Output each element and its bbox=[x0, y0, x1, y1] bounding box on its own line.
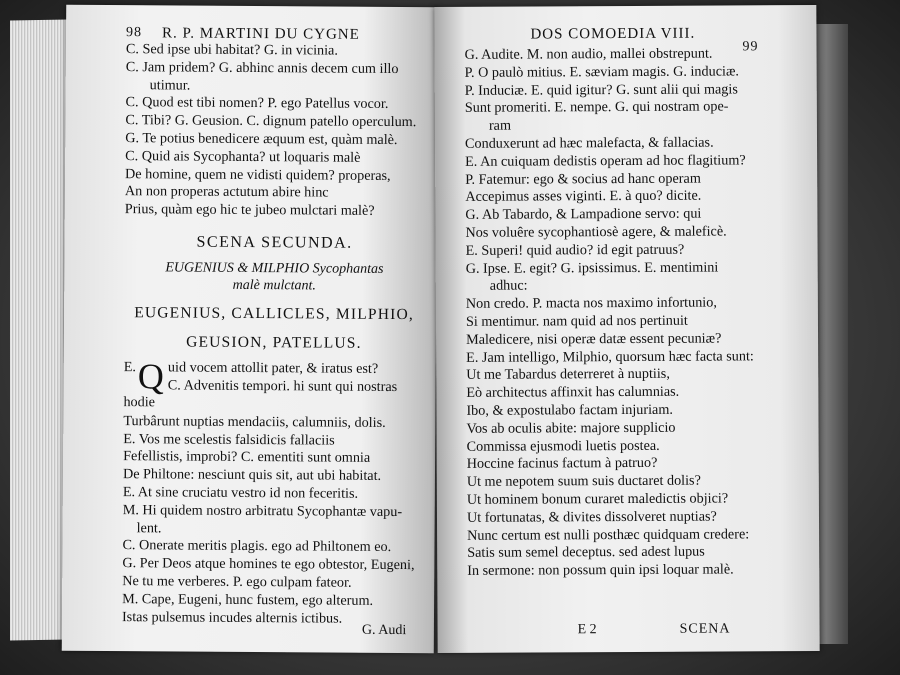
text-line: Conduxerunt ad hæc malefacta, & fallacias. bbox=[464, 134, 714, 152]
text-line: Accepimus asses viginti. E. à quo? dicite. bbox=[465, 187, 702, 206]
text-line: C. Advenitis tempori. hi sunt qui nostras bbox=[167, 376, 398, 395]
right-page-number: 99 bbox=[742, 39, 759, 55]
text-line: P. O paulò mitius. E. sæviam magis. G. induciæ. bbox=[464, 63, 739, 81]
text-line: C. Jam pridem? G. abhinc annis decem cum illo bbox=[125, 58, 399, 77]
text-line: utimur. bbox=[149, 76, 191, 94]
text-line: Ibo, & expostulabo factam injuriam. bbox=[466, 401, 673, 419]
text-line: G. Te potius benedicere æquum est, quàm malè. bbox=[125, 130, 398, 149]
speaker-label: E. bbox=[123, 358, 137, 375]
text-line: E. Jam intelligo, Milphio, quorsum hæc facta sunt: bbox=[466, 347, 754, 366]
text-line: Prius, quàm ego hic te jubeo mulctari malè? bbox=[124, 201, 375, 220]
text-line: C. Tibi? G. Geusion. C. dignum patello operculum. bbox=[125, 112, 417, 131]
text-line: E. Superi! quid audio? id egit patruus? bbox=[465, 241, 685, 259]
text-line: Sunt promeriti. E. nempe. G. qui nostram ope- bbox=[464, 98, 729, 117]
text-line: An non properas actutum abire hinc bbox=[124, 183, 329, 201]
scene-argument-line-2: malè mulctant. bbox=[232, 277, 316, 294]
text-line: G. Audite. M. non audio, mallei obstrepunt. bbox=[464, 45, 713, 63]
text-line: Turbârunt nuptias mendaciis, calumniis, dolis. bbox=[123, 412, 386, 431]
left-page-body bbox=[122, 41, 426, 628]
text-line: C. Quid ais Sycophanta? ut loquaris malè bbox=[125, 147, 361, 166]
cast-line-1: EUGENIUS, CALLICLES, MILPHIO, bbox=[134, 303, 415, 323]
text-line: Non credo. P. macta nos maximo infortunio, bbox=[465, 294, 717, 312]
right-page bbox=[434, 5, 819, 653]
text-line: uid vocem attollit pater, & iratus est? bbox=[167, 359, 379, 377]
text-line: Fefellistis, improbi? C. ementiti sunt omnia bbox=[123, 448, 371, 467]
text-line: lent. bbox=[136, 519, 162, 536]
text-line: C. Sed ipse ubi habitat? G. in vicinia. bbox=[125, 41, 339, 59]
text-line: C. Quod est tibi nomen? P. ego Patellus vocor. bbox=[125, 94, 389, 113]
scene-title: SCENA SECUNDA. bbox=[196, 233, 353, 252]
text-line: E. Vos me scelestis falsidicis fallaciis bbox=[123, 430, 335, 449]
text-line: In sermone: non possum quin ipsi loquar malè. bbox=[467, 561, 734, 579]
text-line: P. Fatemur: ego & socius ad hanc operam bbox=[465, 170, 701, 188]
left-page-number: 98 bbox=[126, 25, 143, 41]
text-line: Eò architectus affinxit has calumnias. bbox=[466, 383, 680, 401]
text-line: G. Ab Tabardo, & Lampadione servo: qui bbox=[465, 205, 702, 224]
text-line: De Philtone: nesciunt quis sit, aut ubi habitat. bbox=[122, 466, 382, 485]
text-line: E. At sine cruciatu vestro id non feceritis. bbox=[122, 484, 359, 502]
text-line: Istas pulsemus incudes alternis ictibus. bbox=[121, 608, 343, 627]
dialogue-opening bbox=[123, 355, 423, 415]
cast-line-2: GEUSION, PATELLUS. bbox=[186, 333, 362, 352]
text-line: Satis sum semel deceptus. sed adest lupus bbox=[467, 543, 705, 562]
text-line: M. Cape, Eugeni, hunc fustem, ego alterum. bbox=[122, 590, 374, 609]
text-line: ram bbox=[488, 117, 512, 134]
scene-argument-line-1: EUGENIUS & MILPHIO Sycophantas bbox=[165, 260, 384, 277]
text-line: Commissa ejusmodi luetis postea. bbox=[466, 437, 660, 455]
left-page bbox=[62, 5, 439, 654]
right-running-head: DOS COMOEDIA VIII. bbox=[530, 25, 696, 43]
text-line: G. Ipse. E. egit? G. ipsissimus. E. mentimini bbox=[465, 259, 719, 277]
text-line: Ut me Tabardus deterreret à nuptiis, bbox=[466, 366, 670, 384]
text-line: P. Induciæ. E. quid igitur? G. sunt alii qui magis bbox=[464, 81, 738, 99]
right-catchword: SCENA bbox=[679, 621, 731, 637]
text-line: Nunc certum est nulli posthæc quidquam credere: bbox=[467, 525, 750, 544]
text-line: G. Per Deos atque homines te ego obtestor, Eugeni, bbox=[122, 555, 415, 574]
text-line: C. Onerate meritis plagis. ego ad Philtonem eo. bbox=[122, 537, 392, 556]
text-line: Vos ab oculis abite: majore supplicio bbox=[466, 419, 676, 437]
text-line: Hoccine facinus factum à patruo? bbox=[466, 455, 658, 473]
text-line: Ut fortunatas, & divites dissolveret nuptias? bbox=[466, 508, 717, 526]
text-line: Ne tu me verberes. P. ego culpam fateor. bbox=[122, 573, 352, 591]
text-line: M. Hi quidem nostro arbitratu Sycophantæ vapu- bbox=[122, 501, 403, 520]
text-line: adhuc: bbox=[489, 277, 528, 295]
left-page-edges bbox=[10, 19, 68, 640]
text-line: Si mentimur. nam quid ad nos pertinuit bbox=[465, 312, 688, 330]
text-line: Maledicere, nisi operæ datæ essent pecuniæ? bbox=[466, 330, 722, 348]
text-line: hodie bbox=[123, 394, 156, 411]
text-line: Nos voluêre sycophantiosè agere, & maleficè. bbox=[465, 223, 727, 241]
drop-cap: Q bbox=[137, 355, 165, 397]
text-line: Ut me nepotem suum suis ductaret dolis? bbox=[466, 472, 701, 490]
signature-mark: E 2 bbox=[577, 622, 597, 638]
text-line: Ut hominem bonum curaret maledictis objici? bbox=[466, 490, 729, 508]
right-page-body bbox=[465, 45, 788, 581]
left-running-head: R. P. MARTINI DU CYGNE bbox=[162, 25, 360, 43]
text-line: E. An cuiquam dedistis operam ad hoc flagitium? bbox=[465, 152, 746, 170]
text-line: De homine, quem ne vidisti quidem? properas, bbox=[125, 165, 391, 184]
left-catchword: G. Audi bbox=[361, 622, 407, 639]
